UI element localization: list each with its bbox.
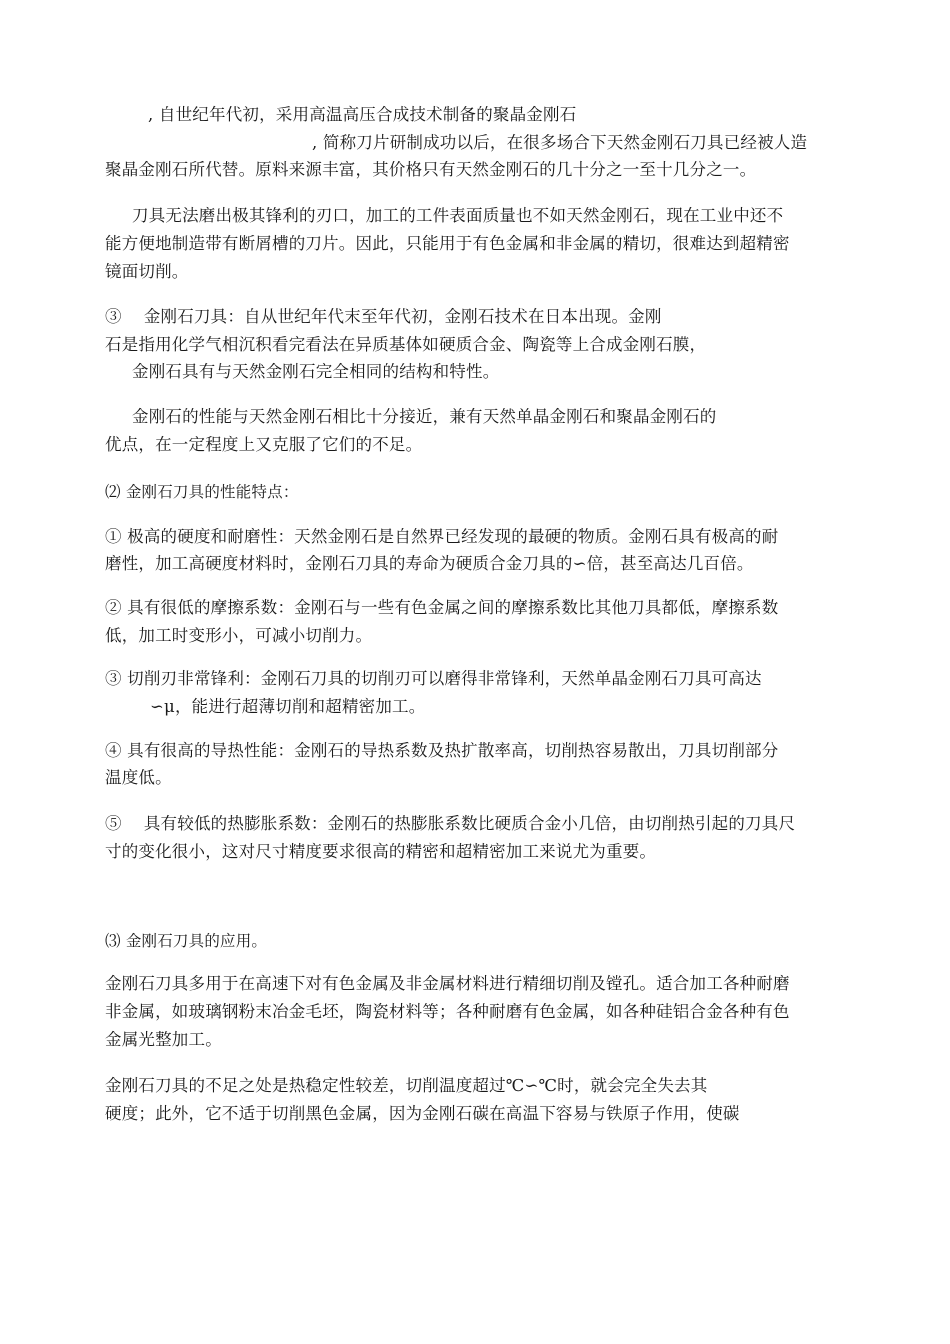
paragraph-1-line-1: , 自世纪年代初，采用高温高压合成技术制备的聚晶金刚石 [148, 105, 577, 124]
paragraph-3-line-2: 石是指用化学气相沉积看完看法在异质基体如硬质合金、陶瓷等上合成金刚石膜， [105, 335, 707, 354]
section-heading-application: ⑶ 金刚石刀具的应用。 [105, 932, 268, 950]
paragraph-2-line-2: 能方便地制造带有断屑槽的刀片。因此，只能用于有色金属和非金属的精切，很难达到超精密 [105, 234, 790, 253]
item-5-line-1: ⑤ 具有较低的热膨胀系数：金刚石的热膨胀系数比硬质合金小几倍，由切削热引起的刀具尺 [105, 814, 796, 833]
item-3-line-1: ③ 切削刃非常锋利：金刚石刀具的切削刃可以磨得非常锋利，天然单晶金刚石刀具可高达 [105, 669, 762, 688]
paragraph-3-line-3: 金刚石具有与天然金刚石完全相同的结构和特性。 [132, 362, 500, 381]
section-heading-performance: ⑵ 金刚石刀具的性能特点： [105, 483, 299, 501]
paragraph-1-line-3: 聚晶金刚石所代替。原料来源丰富，其价格只有天然金刚石的几十分之一至十几分之一。 [105, 160, 757, 179]
item-4-line-1: ④ 具有很高的导热性能：金刚石的导热系数及热扩散率高，切削热容易散出，刀具切削部分 [105, 741, 779, 760]
item-1-line-2: 磨性，加工高硬度材料时，金刚石刀具的寿命为硬质合金刀具的∽倍，甚至高达几百倍。 [105, 554, 754, 573]
paragraph-3-line-1: ③ 金刚石刀具：自从世纪年代末至年代初，金刚石技术在日本出现。金刚 [105, 307, 662, 326]
application-line-3: 金属光整加工。 [105, 1030, 222, 1049]
application-line-1: 金刚石刀具多用于在高速下对有色金属及非金属材料进行精细切削及镗孔。适合加工各种耐磨 [105, 974, 790, 993]
item-3-line-2: ∽μ，能进行超薄切削和超精密加工。 [150, 697, 426, 716]
shortcoming-line-2: 硬度；此外，它不适于切削黑色金属，因为金刚石碳在高温下容易与铁原子作用，使碳 [105, 1104, 740, 1123]
item-2-line-2: 低，加工时变形小，可减小切削力。 [105, 626, 373, 645]
paragraph-2-line-1: 刀具无法磨出极其锋利的刃口，加工的工件表面质量也不如天然金刚石，现在工业中还不 [132, 206, 784, 225]
item-2-line-1: ② 具有很低的摩擦系数：金刚石与一些有色金属之间的摩擦系数比其他刀具都低，摩擦系数 [105, 598, 779, 617]
paragraph-2-line-3: 镜面切削。 [105, 262, 189, 281]
paragraph-1-line-2: , 简称刀片研制成功以后，在很多场合下天然金刚石刀具已经被人造 [312, 133, 808, 152]
item-4-line-2: 温度低。 [105, 768, 172, 787]
application-line-2: 非金属，如玻璃钢粉末冶金毛坯，陶瓷材料等；各种耐磨有色金属，如各种硅铝合金各种有色 [105, 1002, 790, 1021]
shortcoming-line-1: 金刚石刀具的不足之处是热稳定性较差，切削温度超过℃∽℃时，就会完全失去其 [105, 1076, 708, 1095]
item-1-line-1: ① 极高的硬度和耐磨性：天然金刚石是自然界已经发现的最硬的物质。金刚石具有极高的耐 [105, 527, 779, 546]
paragraph-4-line-2: 优点，在一定程度上又克服了它们的不足。 [105, 435, 423, 454]
item-5-line-2: 寸的变化很小，这对尺寸精度要求很高的精密和超精密加工来说尤为重要。 [105, 842, 657, 861]
paragraph-4-line-1: 金刚石的性能与天然金刚石相比十分接近，兼有天然单晶金刚石和聚晶金刚石的 [132, 407, 717, 426]
